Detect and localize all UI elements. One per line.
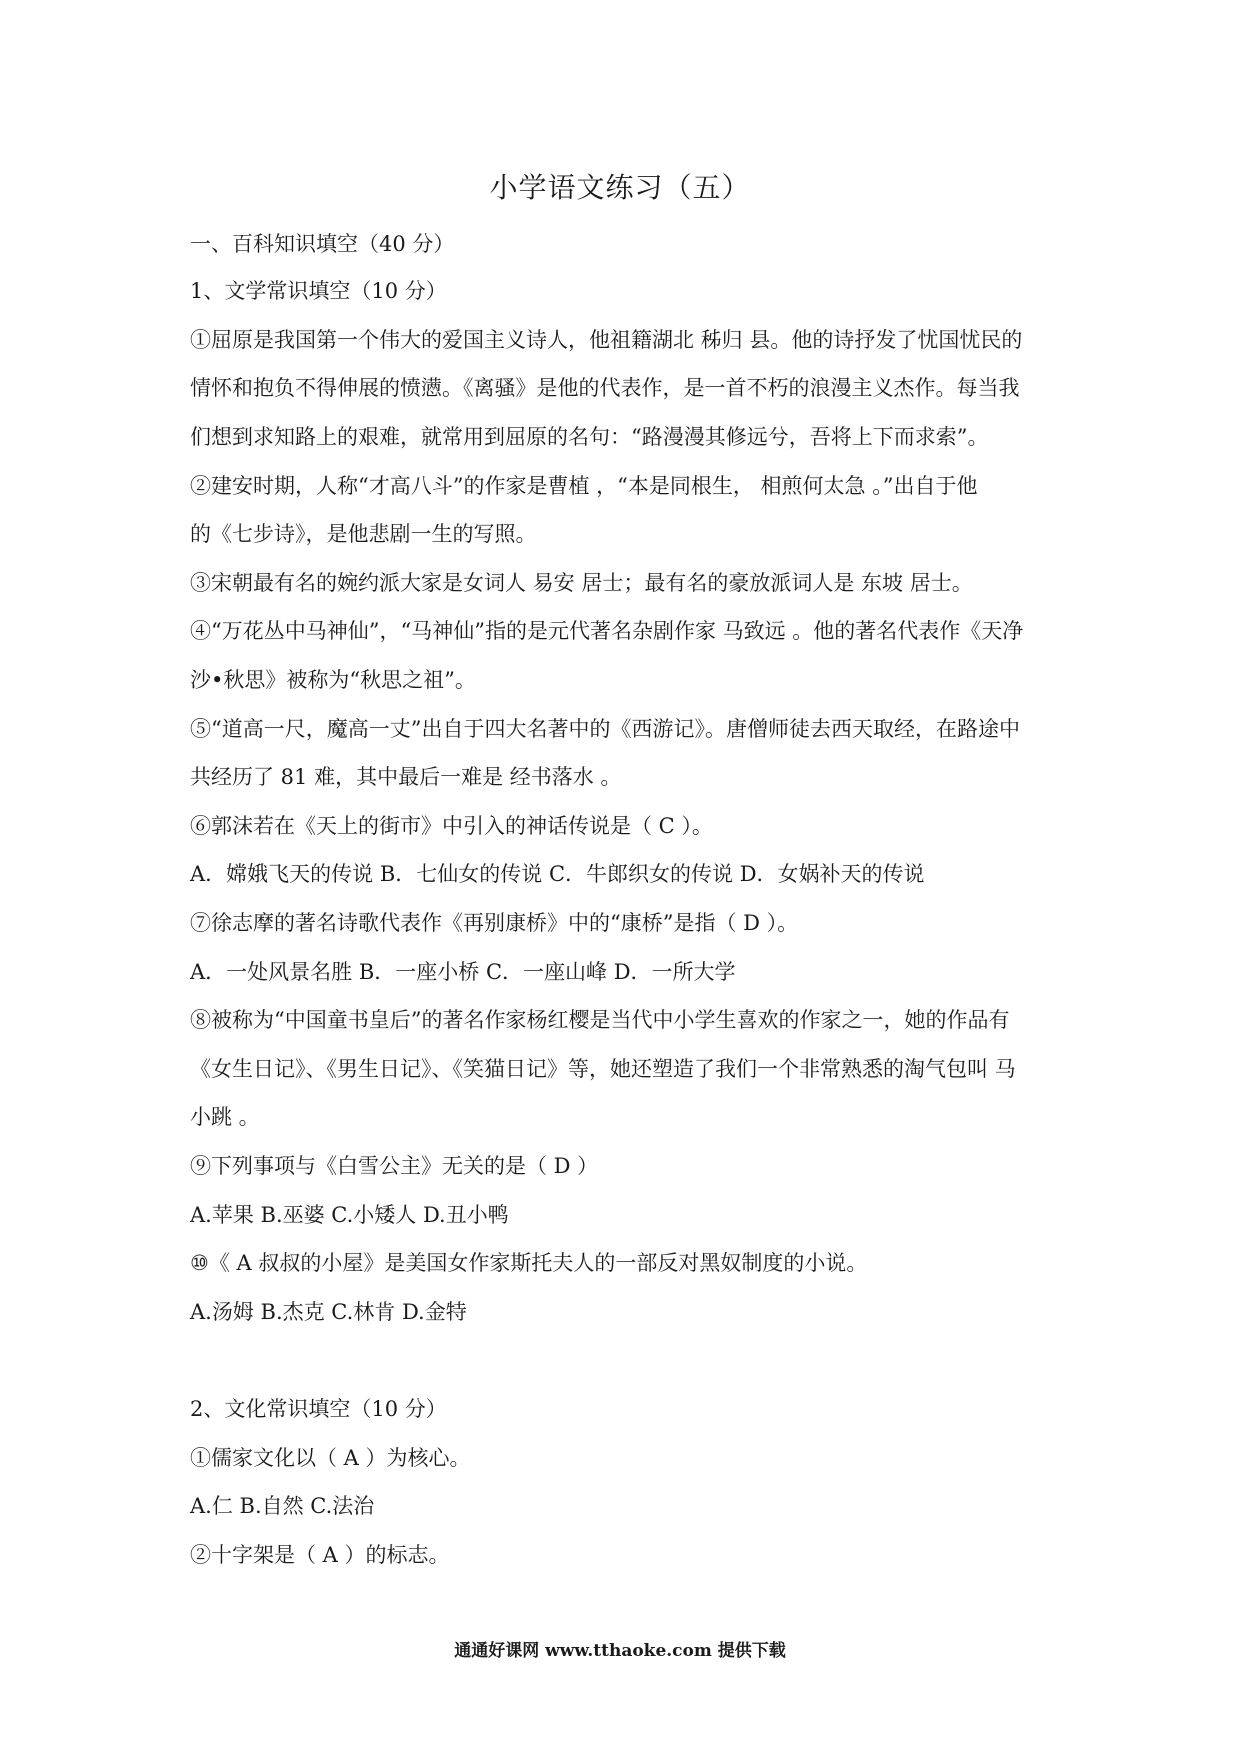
text-line: ⑤“道高一尺，魔高一丈”出自于四大名著中的《西游记》。唐僧师徒去西天取经，在路途中 bbox=[190, 717, 1020, 741]
question-line: ⑦徐志摩的著名诗歌代表作《再别康桥》中的“康桥”是指（ D ）。 bbox=[190, 911, 799, 935]
choice-line: A．嫦娥飞天的传说 B．七仙女的传说 C．牛郎织女的传说 D．女娲补天的传说 bbox=[190, 862, 925, 886]
question-line: ②十字架是（ A ）的标志。 bbox=[190, 1543, 450, 1567]
text-line: 们想到求知路上的艰难，就常用到屈原的名句：“路漫漫其修远兮，吾将上下而求索”。 bbox=[190, 425, 989, 449]
question-line: ①儒家文化以（ A ）为核心。 bbox=[190, 1446, 471, 1470]
question-line: ⑥郭沫若在《天上的街市》中引入的神话传说是（ C ）。 bbox=[190, 814, 713, 838]
subsection-heading: 1、文学常识填空（10 分） bbox=[190, 279, 447, 303]
text-line: 《女生日记》、《男生日记》、《笑猫日记》等，她还塑造了我们一个非常熟悉的淘气包叫 马 bbox=[190, 1057, 1016, 1081]
section-heading: 一、百科知识填空（40 分） bbox=[190, 232, 455, 256]
choice-line: A.苹果 B.巫婆 C.小矮人 D.丑小鸭 bbox=[190, 1203, 509, 1227]
text-line: 的《七步诗》，是他悲剧一生的写照。 bbox=[190, 522, 537, 546]
text-line: ④“万花丛中马神仙”，“马神仙”指的是元代著名杂剧作家 马致远 。他的著名代表作《天净 bbox=[190, 619, 1024, 643]
text-line: ①屈原是我国第一个伟大的爱国主义诗人，他祖籍湖北 秭归 县。他的诗抒发了忧国忧民的 bbox=[190, 328, 1023, 352]
text-line: ③宋朝最有名的婉约派大家是女词人 易安 居士；最有名的豪放派词人是 东坡 居士。 bbox=[190, 571, 973, 595]
text-line: ⑧被称为“中国童书皇后”的著名作家杨红樱是当代中小学生喜欢的作家之一，她的作品有 bbox=[190, 1008, 1010, 1032]
text-line: 沙•秋思》被称为“秋思之祖”。 bbox=[190, 668, 476, 692]
footer-credit: 通通好课网 www.tthaoke.com 提供下载 bbox=[454, 1641, 786, 1661]
text-line: 情怀和抱负不得伸展的愤懑。《离骚》是他的代表作，是一首不朽的浪漫主义杰作。每当我 bbox=[190, 376, 1020, 400]
choice-line: A.仁 B.自然 C.法治 bbox=[190, 1494, 375, 1518]
text-line: 小跳 。 bbox=[190, 1105, 260, 1129]
page-title: 小学语文练习（五） bbox=[489, 171, 751, 204]
question-line: ⑩《 A 叔叔的小屋》是美国女作家斯托夫人的一部反对黑奴制度的小说。 bbox=[190, 1251, 868, 1275]
question-line: ⑨下列事项与《白雪公主》无关的是（ D ） bbox=[190, 1154, 599, 1178]
subsection-heading: 2、文化常识填空（10 分） bbox=[190, 1397, 447, 1421]
choice-line: A．一处风景名胜 B．一座小桥 C．一座山峰 D．一所大学 bbox=[190, 960, 736, 984]
choice-line: A.汤姆 B.杰克 C.林肯 D.金特 bbox=[190, 1300, 467, 1324]
text-line: ②建安时期，人称“才高八斗”的作家是曹植 ，“本是同根生， 相煎何太急 。”出自于他 bbox=[190, 474, 978, 498]
text-line: 共经历了 81 难，其中最后一难是 经书落水 。 bbox=[190, 765, 622, 789]
